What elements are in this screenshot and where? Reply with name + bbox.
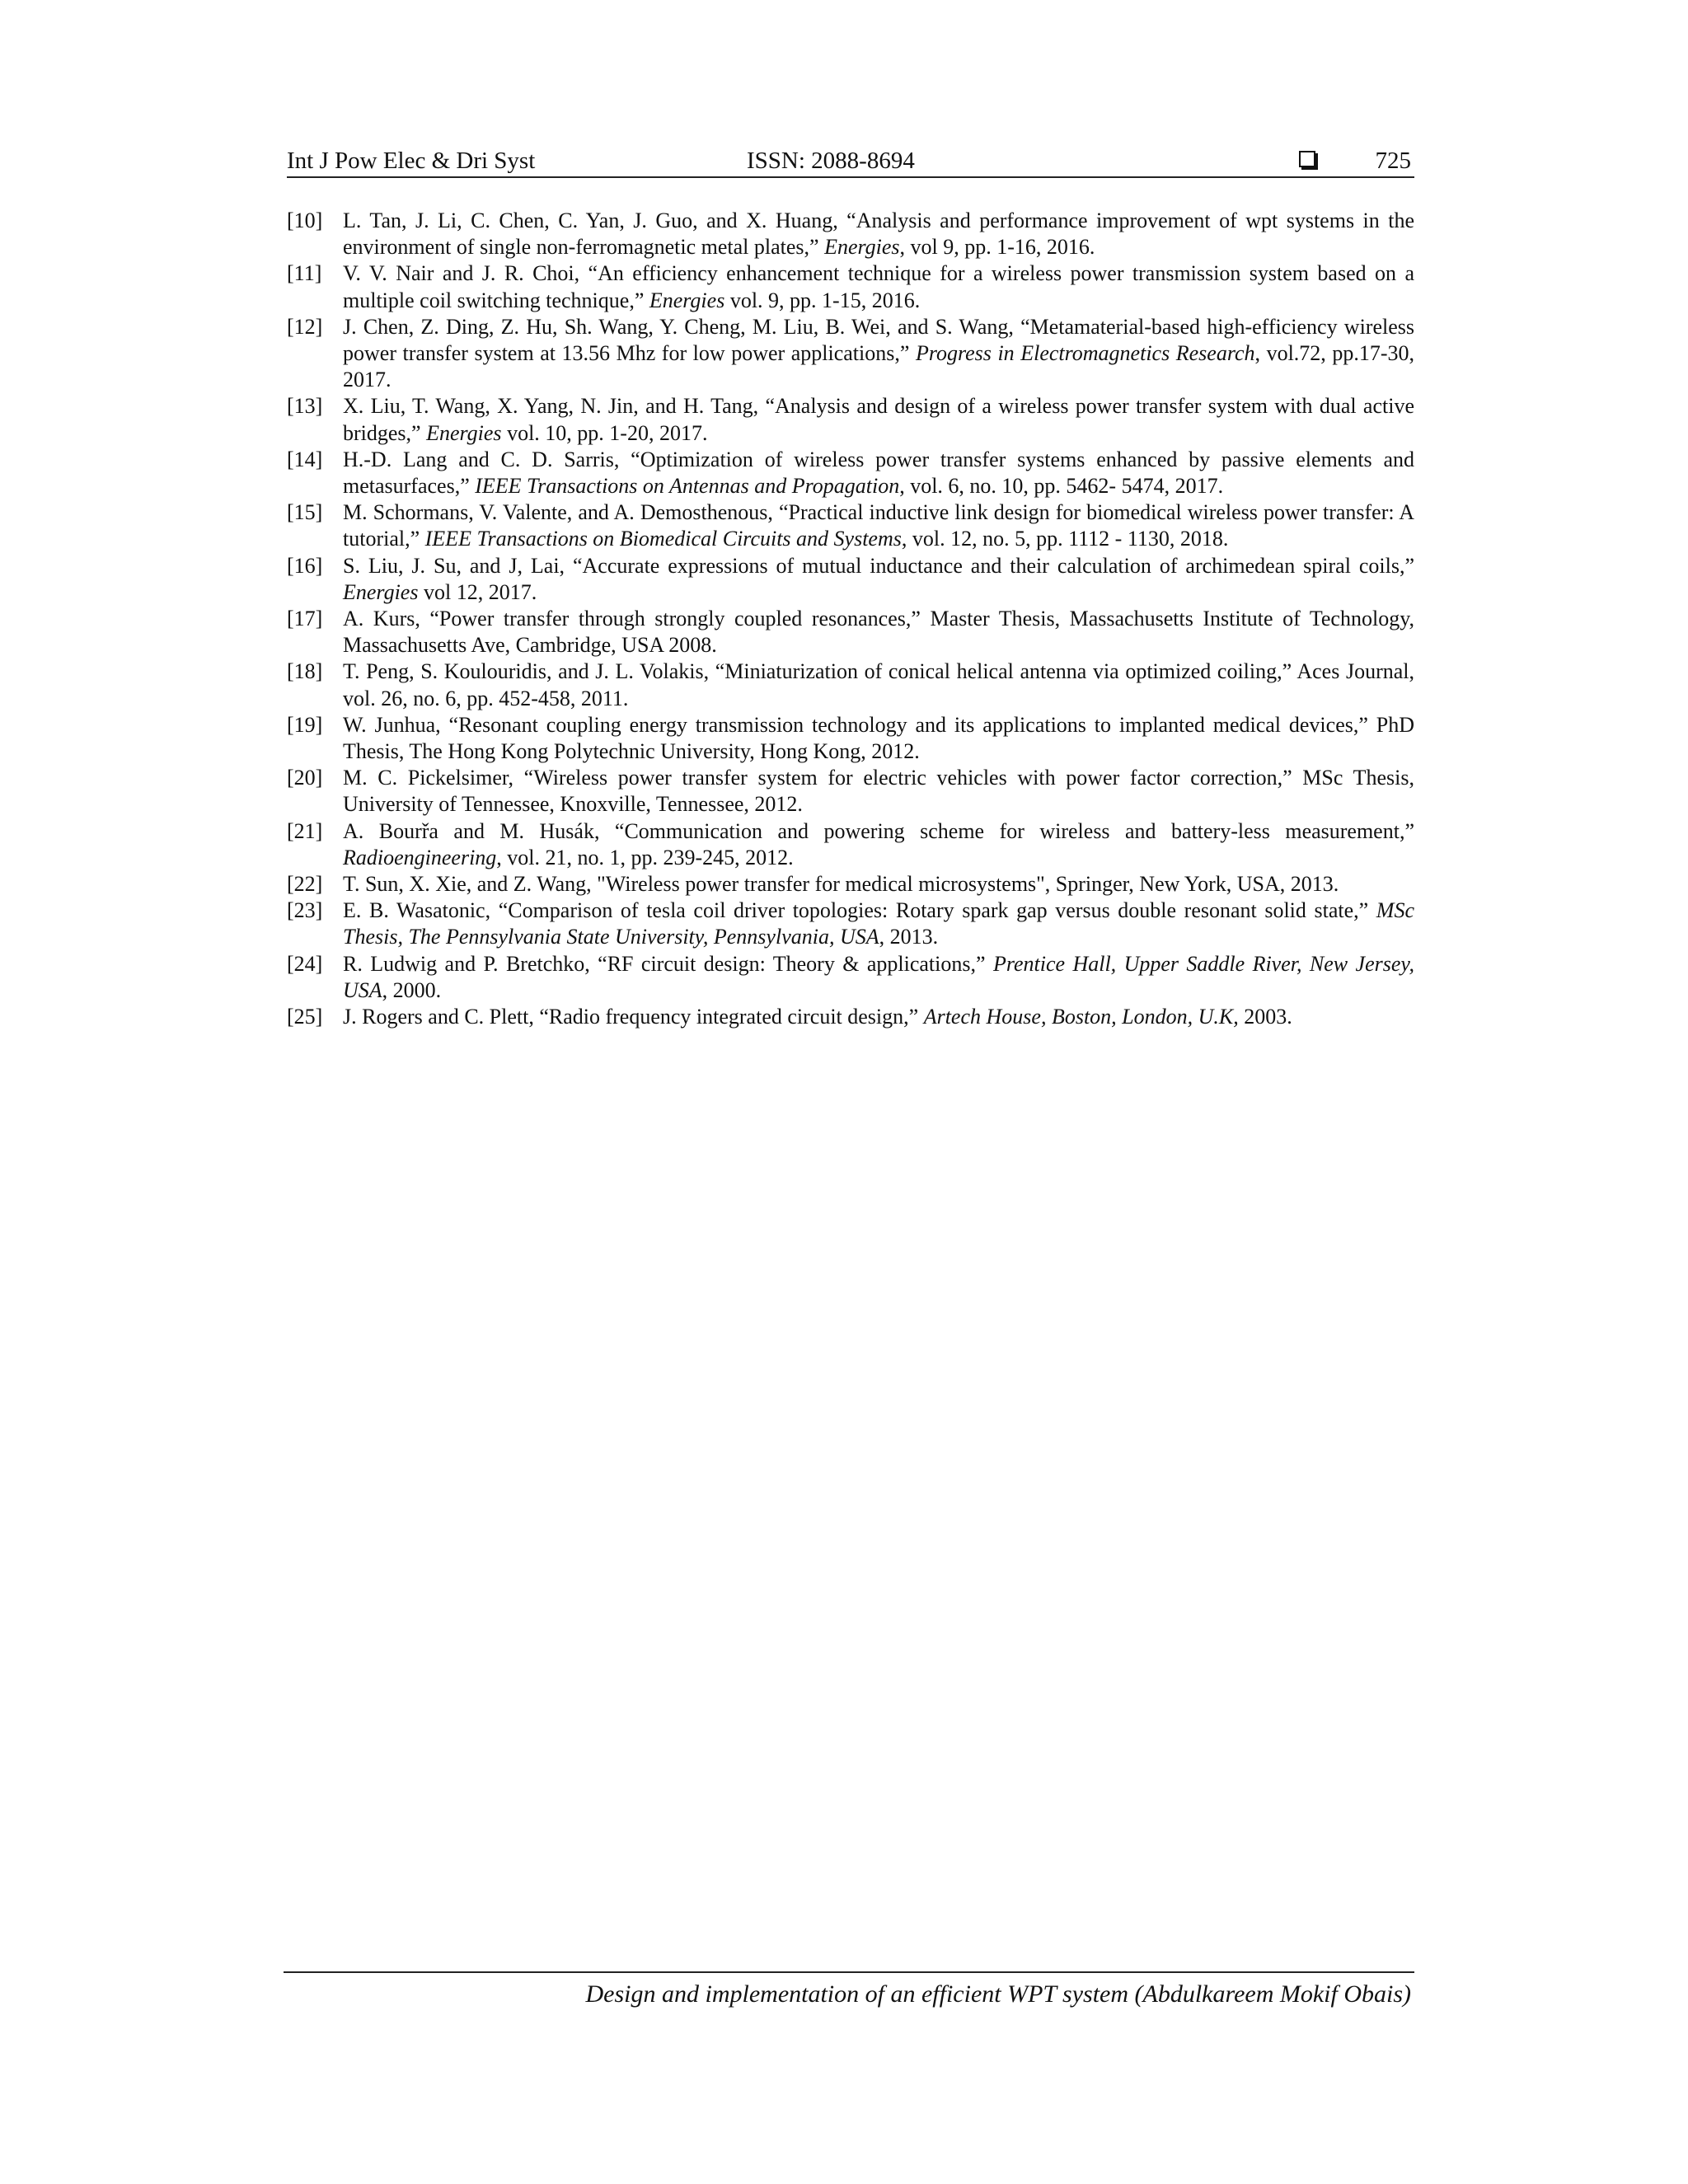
reference-text: , vol 9, pp. 1-16, 2016. — [899, 235, 1095, 260]
reference-number: [20] — [287, 766, 323, 790]
reference-item — [287, 712, 1414, 765]
reference-text: , 2013. — [879, 925, 939, 949]
reference-number: [10] — [287, 209, 323, 232]
reference-text: J. Chen, Z. Ding, Z. Hu, Sh. Wang, Y. Cheng, M. Liu, B. Wei, and S. Wang, “Metamaterial-based high-efficiency wireless power transfer system at 13.56 Mhz for low power applications,” — [343, 314, 1414, 366]
reference-source: Energies — [649, 288, 725, 312]
reference-item — [287, 208, 1414, 260]
reference-number: [11] — [287, 261, 322, 286]
reference-source: Artech House, Boston, London, U.K, — [923, 1005, 1239, 1029]
reference-text: vol 12, 2017. — [418, 579, 537, 604]
reference-item — [287, 447, 1414, 499]
reference-source: Energies — [426, 420, 502, 445]
reference-text: , 2000. — [382, 977, 442, 1002]
reference-text: T. Peng, S. Koulouridis, and J. L. Volakis, “Miniaturization of conical helical antenna via optimized coiling,” Aces Journal, vol. 26, no. 6, pp. 452-458, 2011. — [343, 659, 1414, 710]
reference-number: [17] — [287, 607, 323, 631]
reference-text: 2003. — [1238, 1005, 1292, 1029]
page-number: 725 — [1375, 148, 1411, 174]
issn-label: ISSN: 2088-8694 — [747, 148, 915, 174]
reference-number: [16] — [287, 553, 323, 578]
reference-text: H.-D. Lang and C. D. Sarris, “Optimization of wireless power transfer systems enhanced by passive elements and metasurfaces,” — [343, 447, 1414, 499]
reference-number: [24] — [287, 951, 323, 976]
reference-text: W. Junhua, “Resonant coupling energy transmission technology and its applications to implanted medical devices,” PhD Thesis, The Hong Kong Polytechnic University, Hong Kong, 2012. — [343, 712, 1414, 764]
square-box-icon — [1299, 151, 1315, 167]
reference-source: Prentice Hall, Upper Saddle River, New Jersey, USA — [343, 951, 1414, 1002]
reference-item — [287, 1004, 1414, 1030]
reference-item — [287, 898, 1414, 950]
reference-text: A. Bourřa and M. Husák, “Communication and powering scheme for wireless and battery-less measurement,” — [343, 818, 1414, 843]
reference-text: M. C. Pickelsimer, “Wireless power transfer system for electric vehicles with power factor correction,” MSc Thesis, University of Tennessee, Knoxville, Tennessee, 2012. — [343, 766, 1414, 817]
reference-source: Radioengineering — [343, 845, 497, 869]
reference-text: vol. 9, pp. 1-15, 2016. — [724, 288, 921, 312]
reference-number: [21] — [287, 818, 323, 843]
page-header — [287, 145, 1414, 178]
reference-number: [19] — [287, 712, 323, 737]
reference-text: L. Tan, J. Li, C. Chen, C. Yan, J. Guo, and X. Huang, “Analysis and performance improvement of wpt systems in the environment of single non-ferromagnetic metal plates,” — [343, 209, 1414, 260]
reference-item — [287, 553, 1414, 606]
reference-text: , vol.72, pp.17-30, 2017. — [343, 341, 1415, 392]
reference-number: [13] — [287, 394, 323, 419]
reference-text: T. Sun, X. Xie, and Z. Wang, "Wireless power transfer for medical microsystems", Springer, New York, USA, 2013. — [343, 872, 1339, 897]
reference-item — [287, 765, 1414, 818]
reference-source: Progress in Electromagnetics Research — [915, 341, 1255, 366]
reference-item — [287, 871, 1414, 898]
reference-item — [287, 658, 1414, 711]
reference-number: [14] — [287, 447, 323, 471]
reference-source: Energies — [343, 579, 419, 604]
reference-item — [287, 606, 1414, 658]
reference-text: M. Schormans, V. Valente, and A. Demosthenous, “Practical inductive link design for biomedical wireless power transfer: A tutorial,” — [343, 500, 1414, 551]
reference-source: IEEE Transactions on Biomedical Circuits and Systems — [424, 527, 902, 551]
reference-text: R. Ludwig and P. Bretchko, “RF circuit design: Theory & applications,” — [343, 951, 993, 976]
footer-running-title: Design and implementation of an efficient WPT system (Abdulkareem Mokif Obais) — [585, 1980, 1411, 2008]
reference-text: J. Rogers and C. Plett, “Radio frequency integrated circuit design,” — [343, 1005, 924, 1029]
reference-text: S. Liu, J. Su, and J, Lai, “Accurate expressions of mutual inductance and their calculation of archimedean spiral coils,” — [343, 553, 1414, 578]
reference-number: [15] — [287, 500, 323, 525]
reference-text: , vol. 21, no. 1, pp. 239-245, 2012. — [496, 845, 794, 869]
reference-text: A. Kurs, “Power transfer through strongly coupled resonances,” Master Thesis, Massachusetts Institute of Technology, Massachusetts Ave, Cambridge, USA 2008. — [343, 607, 1414, 658]
reference-text: E. B. Wasatonic, “Comparison of tesla coil driver topologies: Rotary spark gap versus double resonant solid state,” — [343, 898, 1376, 923]
reference-item — [287, 393, 1414, 446]
reference-number: [12] — [287, 314, 323, 339]
reference-source: IEEE Transactions on Antennas and Propagation — [475, 474, 900, 499]
reference-number: [25] — [287, 1005, 323, 1029]
reference-item — [287, 818, 1414, 871]
reference-item — [287, 260, 1414, 313]
reference-item — [287, 951, 1414, 1004]
reference-list — [287, 208, 1414, 1030]
reference-source: Energies — [824, 235, 900, 260]
reference-text: X. Liu, T. Wang, X. Yang, N. Jin, and H. Tang, “Analysis and design of a wireless power transfer system with dual active bridges,” — [343, 394, 1414, 445]
reference-text: , vol. 6, no. 10, pp. 5462- 5474, 2017. — [899, 474, 1224, 499]
reference-number: [23] — [287, 898, 323, 923]
page-footer — [284, 1971, 1414, 2011]
journal-name: Int J Pow Elec & Dri Syst — [287, 148, 536, 174]
reference-text: vol. 10, pp. 1-20, 2017. — [501, 420, 708, 445]
reference-text: V. V. Nair and J. R. Choi, “An efficiency enhancement technique for a wireless power transmission system based on a multiple coil switching technique,” — [343, 261, 1414, 312]
reference-number: [18] — [287, 659, 323, 684]
reference-item — [287, 314, 1414, 394]
reference-text: , vol. 12, no. 5, pp. 1112 - 1130, 2018. — [901, 527, 1229, 551]
reference-source: MSc Thesis, The Pennsylvania State University, Pennsylvania, USA — [343, 898, 1414, 949]
reference-item — [287, 499, 1414, 552]
reference-number: [22] — [287, 872, 323, 897]
